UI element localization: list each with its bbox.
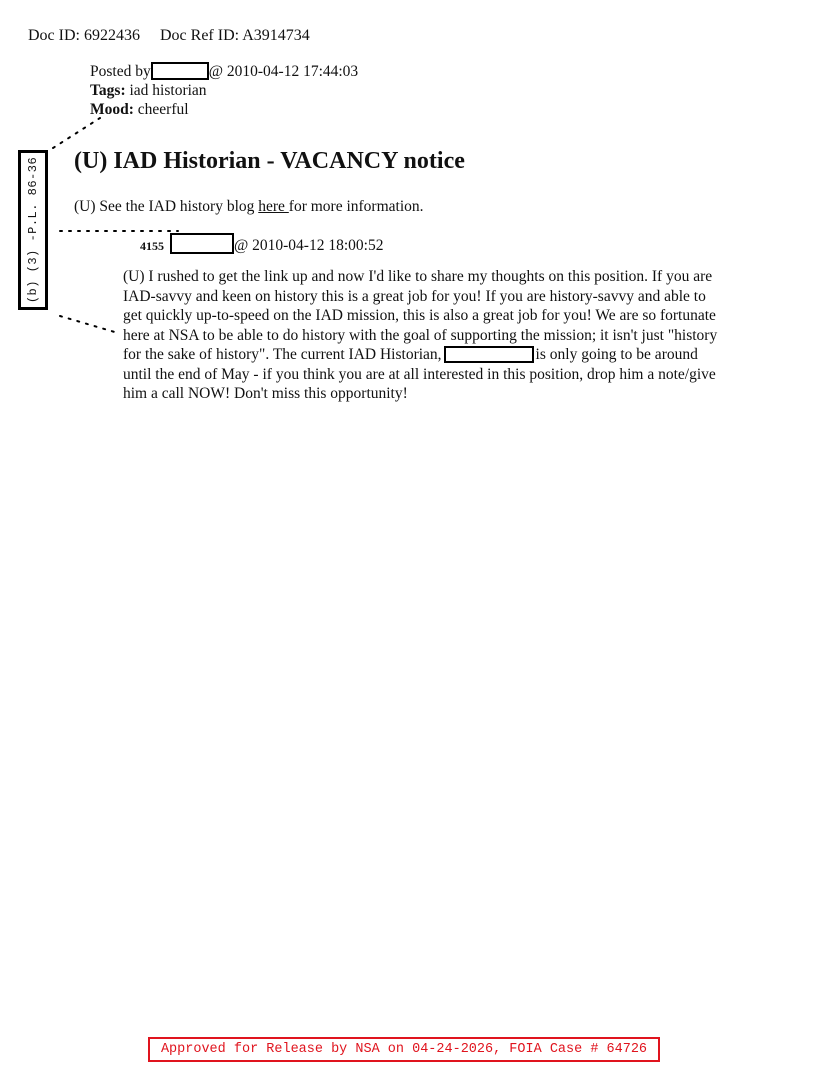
redaction-box-reply-author xyxy=(170,233,234,254)
reply-header xyxy=(140,233,383,255)
exemption-box xyxy=(18,150,48,310)
mood-label: Mood: xyxy=(90,101,134,118)
release-stamp: Approved for Release by NSA on 04-24-2026, FOIA Case # 64726 xyxy=(148,1037,660,1062)
tags-value: iad historian xyxy=(129,82,207,99)
redaction-box-historian-name xyxy=(444,346,534,363)
reply-body xyxy=(123,267,723,404)
see-blog-line xyxy=(74,198,424,216)
post-title: (U) IAD Historian - VACANCY notice xyxy=(74,148,465,174)
posted-by-label: Posted by xyxy=(90,63,151,80)
see-suffix: for more information. xyxy=(288,198,424,215)
doc-id: Doc ID: 6922436 xyxy=(28,27,140,44)
tags-label: Tags: xyxy=(90,82,126,99)
doc-ref-id: Doc Ref ID: A3914734 xyxy=(159,27,310,44)
reply-timestamp: @ 2010-04-12 18:00:52 xyxy=(234,237,384,254)
reply-text-part2: is only going to be around until the end of May - if you think you are at all interested in this position, drop him a note/give him a call NOW! Don't miss this opportunity! xyxy=(123,346,716,402)
reply-text-part1: (U) I rushed to get the link up and now I'd like to share my thoughts on this position. If you are IAD-savvy and keen on history this is a great job for you! If you are history-savvy and able to get quickly up-to-speed on the IAD mission, this is also a great job for you! We are so fortunate here at NSA to be able to do history with the goal of supporting the mission; it isn't just "history for the sake of history". The current IAD Historian, xyxy=(123,268,718,363)
post-timestamp: @ 2010-04-12 17:44:03 xyxy=(208,63,359,80)
exemption-label: (b) (3) -P.L. 86-36 xyxy=(26,156,40,304)
history-blog-link[interactable]: here xyxy=(258,198,289,215)
mood-value: cheerful xyxy=(137,101,189,118)
see-prefix: (U) See the IAD history blog xyxy=(74,198,259,215)
reply-number: 4155 xyxy=(140,239,164,253)
